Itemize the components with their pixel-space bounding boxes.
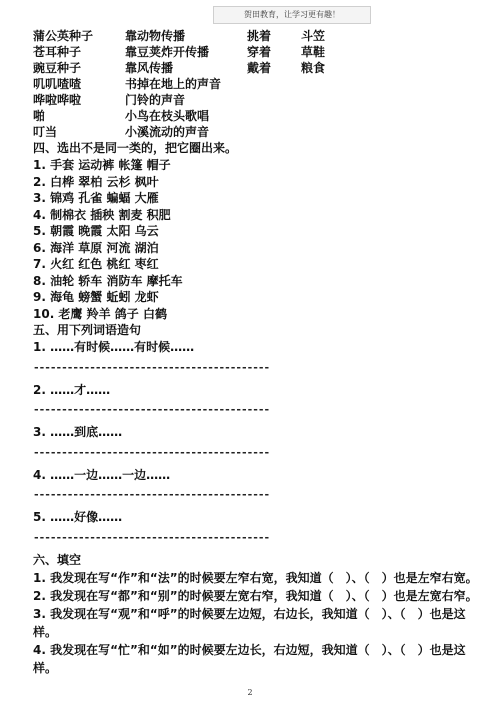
section-5-list <box>33 339 483 544</box>
section-4-list <box>33 157 483 322</box>
worksheet-content <box>33 28 483 677</box>
table-cell: 蒲公英种子 <box>33 29 94 43</box>
table-row <box>33 76 483 92</box>
answer-line[interactable]: ------------------------------------------ <box>33 404 270 416</box>
table-row <box>33 44 483 60</box>
table-cell: 靠豆荚炸开传播 <box>125 45 210 59</box>
list-item: 8. 油轮 轿车 消防车 摩托车 <box>33 273 183 288</box>
answer-line[interactable]: ------------------------------------------ <box>33 489 270 501</box>
fill-blank-item: 2. 我发现在写“都”和“别”的时候要左宽右窄，我知道（ ）、（ ）也是左宽右窄。 <box>33 588 478 603</box>
table-cell: 小鸟在枝头歌唱 <box>125 109 210 123</box>
table-cell: 靠动物传播 <box>125 29 186 43</box>
table-cell: 草鞋 <box>301 45 326 59</box>
page-number: 2 <box>247 688 253 697</box>
list-item: 10. 老鹰 羚羊 鸽子 白鹤 <box>33 306 167 321</box>
table-cell: 挑着 <box>247 29 272 43</box>
table-cell: 叽叽喳喳 <box>33 77 82 91</box>
list-item: 7. 火红 红色 桃红 枣红 <box>33 257 159 271</box>
list-item: 4. 制棉衣 插秧 割麦 积肥 <box>33 207 171 222</box>
section-6-list <box>33 569 483 677</box>
answer-line[interactable]: ------------------------------------------ <box>33 531 270 544</box>
list-item: 6. 海洋 草原 河流 湖泊 <box>33 240 159 255</box>
sentence-prompt: 5. ……好像…… <box>33 510 123 524</box>
table-cell: 穿着 <box>247 45 272 59</box>
table-cell: 叮当 <box>33 125 58 139</box>
section-5-title: 五、用下列词语造句 <box>33 323 142 337</box>
fill-blank-item: 1. 我发现在写“作”和“法”的时候要左窄右宽，我知道（ ）、（ ）也是左窄右宽。 <box>33 570 478 585</box>
table-cell: 戴着 <box>247 61 272 75</box>
table-row <box>33 28 483 44</box>
sentence-prompt: 3. ……到底…… <box>33 425 123 439</box>
table-cell: 书掉在地上的声音 <box>125 77 222 91</box>
table-cell: 粮食 <box>301 61 326 75</box>
list-item: 1. 手套 运动裤 帐篷 帽子 <box>33 158 171 172</box>
word-table <box>33 28 483 140</box>
list-item: 9. 海龟 螃蟹 蚯蚓 龙虾 <box>33 290 159 304</box>
answer-line[interactable]: ------------------------------------------ <box>33 361 270 374</box>
list-item: 3. 锦鸡 孔雀 蝙蝠 大雁 <box>33 191 159 205</box>
section-6-title: 六、填空 <box>33 552 82 567</box>
answer-line[interactable]: ------------------------------------------ <box>33 446 270 459</box>
sentence-prompt: 2. ……才…… <box>33 382 111 397</box>
table-cell: 门铃的声音 <box>125 93 186 107</box>
sentence-prompt: 4. ……一边……一边…… <box>33 467 171 482</box>
sentence-prompt: 1. ……有时候……有时候…… <box>33 340 195 354</box>
table-row <box>33 92 483 108</box>
section-4-title: 四、选出不是同一类的，把它圈出来。 <box>33 141 238 155</box>
fill-blank-item: 3. 我发现在写“观”和“呼”的时候要左边短，右边长，我知道（ ）、（ ）也是这样。 <box>33 606 466 639</box>
list-item: 5. 朝霞 晚霞 太阳 乌云 <box>33 224 159 238</box>
table-cell: 靠风传播 <box>125 61 174 75</box>
table-row <box>33 124 483 140</box>
table-row <box>33 108 483 124</box>
table-cell: 啪 <box>33 109 46 123</box>
fill-blank-item: 4. 我发现在写“忙”和“如”的时候要左边长，右边短，我知道（ ）、（ ）也是这样。 <box>33 642 466 675</box>
header-tag: 贺田教育，让学习更有趣！ <box>213 6 371 24</box>
table-cell: 豌豆种子 <box>33 61 82 75</box>
table-row <box>33 60 483 76</box>
table-cell: 哗啦哗啦 <box>33 93 82 107</box>
list-item: 2. 白桦 翠柏 云杉 枫叶 <box>33 174 159 189</box>
table-cell: 苍耳种子 <box>33 45 82 59</box>
table-cell: 斗笠 <box>301 29 326 43</box>
table-cell: 小溪流动的声音 <box>125 125 210 139</box>
